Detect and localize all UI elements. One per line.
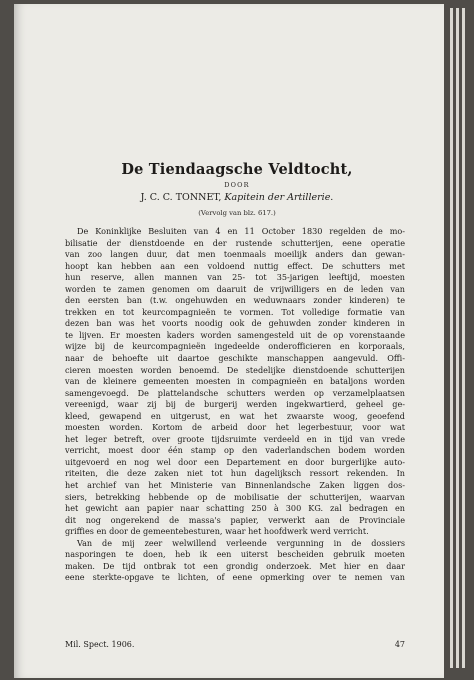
text-line: bilisatie der dienstdoende en der rustende schutterijen, eene operatie [65, 237, 405, 248]
text-line: maken. De tijd ontbrak tot een grondig onderzoek. Met hier en daar [65, 560, 405, 571]
text-line: te lijven. Er moesten kaders worden samengesteld uit de op vorenstaande [65, 329, 405, 340]
page-number: 47 [394, 640, 405, 649]
author-rank: Kapitein der Artillerie. [224, 192, 334, 203]
text-line: worden te zamen genomen om daaruit de vrijwilligers en de leden van [65, 283, 405, 294]
journal-signature: Mil. Spect. 1906. [65, 640, 135, 649]
text-line: hoopt kan hebben aan een voldoend nuttig effect. De schutters met [65, 260, 405, 271]
text-line: nasporingen te doen, heb ik een uiterst bescheiden gebruik moeten [65, 549, 405, 560]
text-line: wijze bij de keurcompagnieën ingedeelde onderofficieren en korporaals, [65, 341, 405, 352]
text-line: vereenigd, waar zij bij de burgerij werden ingekwartierd, geheel ge- [65, 399, 405, 410]
author-name: J. C. C. TONNET, [140, 192, 222, 203]
page-edge [462, 8, 465, 668]
page-edge [450, 8, 453, 668]
text-line: hun reserve, allen mannen van 25- tot 35-jarigen leeftijd, moesten [65, 272, 405, 283]
text-line: trekken en tot keurcompagnieën te vormen. Tot volledige formatie van [65, 306, 405, 317]
text-line: Van de mij zeer welwillend verleende vergunning in de dossiers [77, 537, 405, 548]
article-title: De Tiendaagsche Veldtocht, [121, 161, 353, 178]
text-line: dezen ban was het voorts noodig ook de gehuwden zonder kinderen in [65, 318, 405, 329]
text-line: uitgevoerd en nog wel door een Departement en door burgerlijke auto- [65, 456, 405, 467]
text-line: dit nog ongerekend de massa's papier, verwerkt aan de Provinciale [65, 514, 405, 525]
text-line: den eersten ban (t.w. ongehuwden en weduwnaars zonder kinderen) te [65, 295, 405, 306]
article-body [65, 226, 405, 584]
page-edge [456, 8, 459, 668]
text-line: siers, betrekking hebbende op de mobilisatie der schutterijen, waarvan [65, 491, 405, 502]
text-line: eene sterkte-opgave te lichten, of eene opmerking over te nemen van [65, 572, 405, 583]
text-line: naar de behoefte uit daartoe geschikte manschappen aangevuld. Offi- [65, 353, 405, 364]
text-line: kleed, gewapend en uitgerust, en wat het zwaarste woog, geoefend [65, 410, 405, 421]
text-line: griffies en door de gemeentebesturen, waar het hoofdwerk werd verricht. [65, 526, 369, 537]
byline-door: DOOR [224, 181, 250, 189]
text-line: het archief van het Ministerie van Binnenlandsche Zaken liggen dos- [65, 480, 405, 491]
text-line: moesten worden. Kortom de arbeid door het legerbestuur, voor wat [65, 422, 405, 433]
text-line: riteiten, die deze zaken niet tot hun dagelijksch ressort rekenden. In [65, 468, 405, 479]
text-line: samengevoegd. De plattelandsche schutters werden op verzamelplaatsen [65, 387, 405, 398]
text-line: van zoo langen duur, dat men toenmaals moeilijk anders dan gewan- [65, 249, 405, 260]
continued-note: (Vervolg van blz. 617.) [198, 209, 276, 217]
text-line: van de kleinere gemeenten moesten in compagnieën en bataljons worden [65, 376, 405, 387]
text-line: cieren moesten worden benoemd. De stedelijke dienstdoende schutterijen [65, 364, 405, 375]
author-line [0, 192, 474, 203]
text-line: het gewicht aan papier naar schatting 250 à 300 KG. zal bedragen en [65, 503, 405, 514]
text-line: verricht, moest door één stamp op den vaderlandschen bodem worden [65, 445, 405, 456]
text-line: De Koninklijke Besluiten van 4 en 11 October 1830 regelden de mo- [77, 226, 405, 236]
text-line: het leger betreft, over groote tijdsruimte verdeeld en in tijd van vrede [65, 433, 405, 444]
